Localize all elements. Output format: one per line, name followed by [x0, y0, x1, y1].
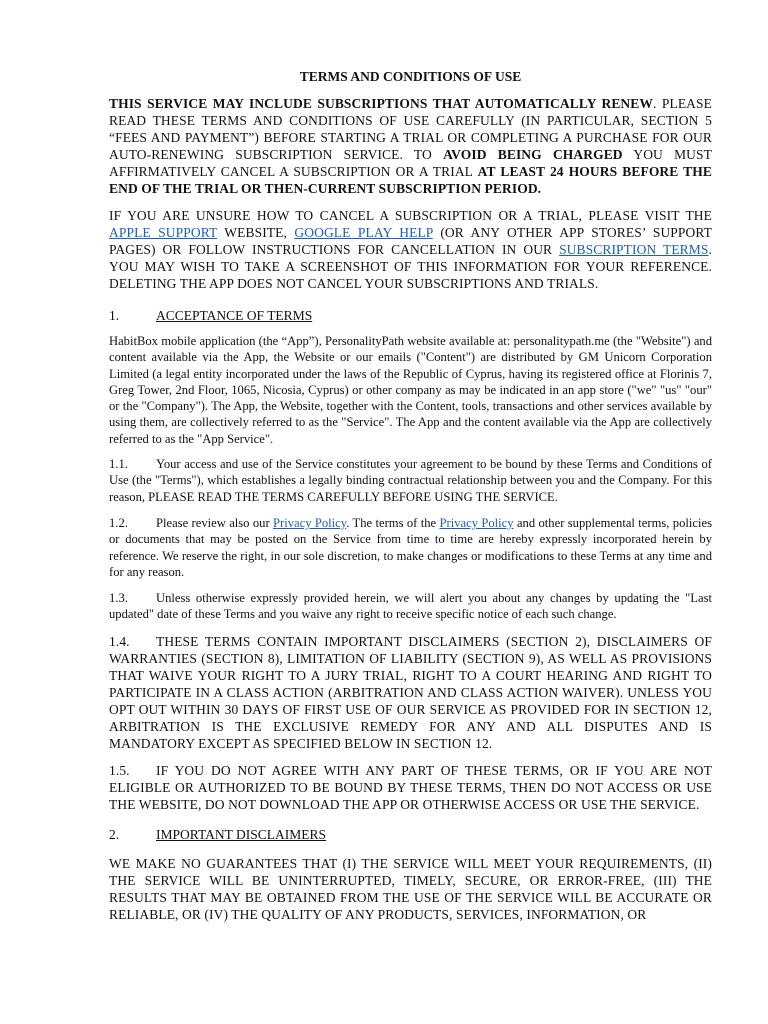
clause-1-3-number: 1.3. [109, 591, 128, 606]
section-2-title: IMPORTANT DISCLAIMERS [156, 826, 327, 842]
section-1-heading [109, 307, 712, 324]
notice-bold-deadline: AT LEAST 24 HOURS BEFORE THE END OF THE TRIAL OR THEN-CURRENT SUBSCRIPTION PERIOD. [109, 164, 712, 196]
section-2-body: WE MAKE NO GUARANTEES THAT (I) THE SERVICE WILL MEET YOUR REQUIREMENTS, (II) THE SERVICE WILL BE UNINTERRUPTED, TIMELY, SECURE, OR ERROR-FREE, (III) THE RESULTS THAT MAY BE OBTAINED FROM THE USE OF THE SERVICE WILL BE ACCURATE OR RELIABLE, OR (IV) THE QUALITY OF ANY PRODUCTS, SERVICES, INFORMATION, OR [109, 855, 712, 922]
section-2-number: 2. [109, 826, 120, 842]
section-1-body: HabitBox mobile application (the “App”), PersonalityPath website available at: personalitypath.me (the "Website") and content available via the App, the Website or our emails ("Content") are distributed by GM Unicorn Corporation Limited (a legal entity incorporated under the laws of the Republic of Cyprus, having its registered office at Florinis 7, Greg Tower, 2nd Floor, 1065, Nicosia, Cyprus) or other company as may be indicated in an app store ("we" "us" "our" or the "Company"). The App, the Website, together with the Content, tools, transactions and other services available by using them, are collectively referred to as the "Service". The App and the content available via the App are collectively referred to as the "App Service". [109, 334, 712, 446]
clause-1-3-text: Unless otherwise expressly provided herein, we will alert you about any changes by updating the "Last updated" date of these Terms and you waive any right to receive specific notice of each such change. [109, 591, 712, 622]
section-1-title: ACCEPTANCE OF TERMS [156, 308, 313, 323]
subscription-terms-link[interactable]: SUBSCRIPTION TERMS [559, 242, 709, 257]
google-play-help-link[interactable]: GOOGLE PLAY HELP [294, 225, 433, 240]
clause-1-3 [109, 590, 712, 623]
notice-bold-avoid: AVOID BEING CHARGED [443, 147, 623, 162]
cancel-text-4: . YOU MAY WISH TO TAKE A SCREENSHOT OF THIS INFORMATION FOR YOUR REFERENCE. DELETING THE APP DOES NOT CANCEL YOUR SUBSCRIPTIONS AND TRIALS. [109, 242, 712, 291]
clause-1-2-text-3: and other supplemental terms, policies or documents that may be posted on the Service from time to time are hereby expressly incorporated herein by reference. We reserve the right, in our sole discretion, to make changes or modifications to these Terms at any time and for any reason. [109, 515, 712, 579]
document-content [109, 68, 712, 923]
clause-1-4-text: THESE TERMS CONTAIN IMPORTANT DISCLAIMERS (SECTION 2), DISCLAIMERS OF WARRANTIES (SECTION 8), LIMITATION OF LIABILITY (SECTION 9), AS WELL AS PROVISIONS THAT WAIVE YOUR RIGHT TO A JURY TRIAL, RIGHT TO A COURT HEARING AND RIGHT TO PARTICIPATE IN A CLASS ACTION (ARBITRATION AND CLASS ACTION WAIVER). UNLESS YOU OPT OUT WITHIN 30 DAYS OF FIRST USE OF OUR SERVICE AS PROVIDED FOR IN SECTION 12, ARBITRATION IS THE EXCLUSIVE REMEDY FOR ANY AND ALL DISPUTES AND IS MANDATORY EXCEPT AS SPECIFIED BELOW IN SECTION 12. [109, 633, 712, 751]
clause-1-2-text-1: Please review also our [156, 515, 274, 530]
clause-1-1 [109, 456, 712, 505]
clause-1-5 [109, 762, 712, 813]
cancel-text-1: IF YOU ARE UNSURE HOW TO CANCEL A SUBSCRIPTION OR A TRIAL, PLEASE VISIT THE [109, 208, 712, 223]
apple-support-link[interactable]: APPLE SUPPORT [109, 225, 218, 240]
section-1-number: 1. [109, 308, 120, 323]
cancel-text-2: WEBSITE, [217, 225, 295, 240]
clause-1-2-text-2: . The terms of the [346, 515, 440, 530]
clause-1-4-number: 1.4. [109, 633, 130, 649]
clause-1-1-text: Your access and use of the Service constitutes your agreement to be bound by these Terms and Conditions of Use (the "Terms"), which establishes a legally binding contractual relationship between you and the Company. For this reason, PLEASE READ THE TERMS CAREFULLY BEFORE USING THE SERVICE. [109, 457, 712, 504]
clause-1-2 [109, 515, 712, 580]
privacy-policy-link-1[interactable]: Privacy Policy [273, 515, 347, 530]
notice-bold-renew: THIS SERVICE MAY INCLUDE SUBSCRIPTIONS THAT AUTOMATICALLY RENEW [109, 96, 653, 111]
cancel-instructions [109, 207, 712, 292]
clause-1-5-text: IF YOU DO NOT AGREE WITH ANY PART OF THESE TERMS, OR IF YOU ARE NOT ELIGIBLE OR AUTHORIZED TO BE BOUND BY THESE TERMS, THEN DO NOT ACCESS OR USE THE WEBSITE, DO NOT DOWNLOAD THE APP OR OTHERWISE ACCESS OR USE THE SERVICE. [109, 762, 712, 812]
section-2-heading [109, 826, 712, 843]
notice-text-2: YOU MUST AFFIRMATIVELY CANCEL A SUBSCRIPTION OR A TRIAL [109, 147, 712, 179]
clause-1-2-number: 1.2. [109, 515, 128, 530]
notice-text-1: . PLEASE READ THESE TERMS AND CONDITIONS OF USE CAREFULLY (IN PARTICULAR, SECTION 5 “FEES AND PAYMENT”) BEFORE STARTING A TRIAL OR COMPLETING A PURCHASE FOR OUR AUTO-RENEWING SUBSCRIPTION SERVICE. TO [109, 96, 712, 162]
clause-1-5-number: 1.5. [109, 762, 130, 778]
clause-1-1-number: 1.1. [109, 457, 128, 472]
clause-1-4 [109, 633, 712, 752]
auto-renew-notice [109, 95, 712, 197]
privacy-policy-link-2[interactable]: Privacy Policy [439, 515, 514, 530]
cancel-text-3: (OR ANY OTHER APP STORES’ SUPPORT PAGES) OR FOLLOW INSTRUCTIONS FOR CANCELLATION IN OUR [109, 225, 712, 257]
document-title: TERMS AND CONDITIONS OF USE [299, 69, 522, 84]
